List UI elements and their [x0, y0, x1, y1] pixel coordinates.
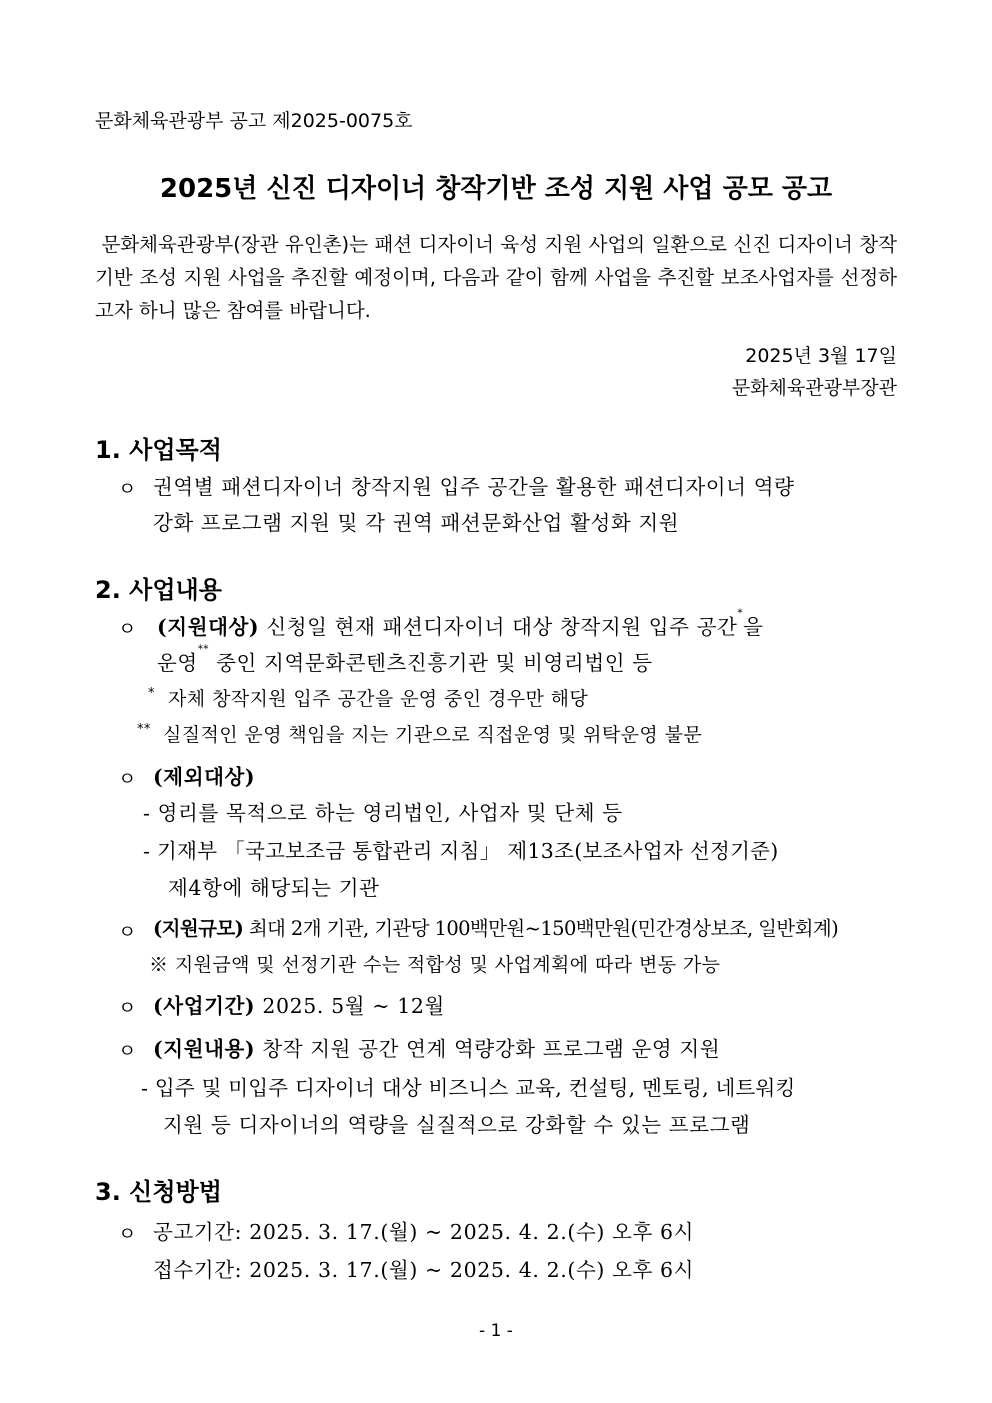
footnote-1: 자체 창작지원 입주 공간을 운영 중인 경우만 해당: [168, 688, 589, 710]
section-heading-application: 3. 신청방법: [95, 1178, 222, 1206]
footnote-2-mark: **: [137, 722, 151, 737]
period-text: 2025. 5월 ~ 12월: [262, 994, 445, 1018]
scale-line: [153, 913, 838, 941]
content-text: 창작 지원 공간 연계 역량강화 프로그램 운영 지원: [262, 1037, 721, 1061]
scale-note: ※ 지원금액 및 선정기관 수는 적합성 및 사업계획에 따라 변동 가능: [149, 954, 721, 976]
intro-paragraph: [95, 228, 897, 327]
content-item-1: - 입주 및 미입주 디자이너 대상 비즈니스 교육, 컨설팅, 멘토링, 네트워킹: [141, 1076, 796, 1100]
footnote-mark-2: **: [197, 644, 210, 655]
bullet-icon: ㅇ: [118, 1040, 137, 1062]
content-line: [153, 1032, 720, 1062]
exclude-item-2: - 기재부 「국고보조금 통합관리 지침」 제13조(보조사업자 선정기준): [143, 839, 779, 863]
content-item-1-cont: 지원 등 디자이너의 역량을 실질적으로 강화할 수 있는 프로그램: [163, 1113, 751, 1137]
purpose-line-2: 강화 프로그램 지원 및 각 권역 패션문화산업 활성화 지원: [153, 511, 680, 535]
notice-number: 문화체육관광부 공고 제2025-0075호: [95, 110, 413, 132]
page-number: - 1 -: [479, 1321, 513, 1341]
target-text-1a: 신청일 현재 패션디자이너 대상 창작지원 입주 공간: [266, 615, 738, 639]
bullet-icon: ㅇ: [118, 478, 137, 500]
bullet-icon: ㅇ: [118, 768, 137, 790]
exclude-label: (제외대상): [153, 765, 256, 789]
bullet-icon: ㅇ: [118, 618, 137, 640]
target-text-2b: 중인 지역문화콘텐츠진흥기관 및 비영리법인 등: [209, 651, 653, 675]
exclude-item-2-cont: 제4항에 해당되는 기관: [168, 876, 380, 900]
footnote-1-mark: *: [148, 686, 155, 701]
bullet-icon: ㅇ: [118, 997, 137, 1019]
content-label: (지원내용): [153, 1037, 256, 1061]
purpose-line-1: 권역별 패션디자이너 창작지원 입주 공간을 활용한 패션디자이너 역량: [153, 475, 795, 499]
section-heading-content: 2. 사업내용: [95, 576, 222, 604]
footnote-2: 실질적인 운영 책임을 지는 기관으로 직접운영 및 위탁운영 불문: [163, 724, 703, 746]
target-text-2a: 운영: [157, 651, 198, 675]
footnote-mark-1: *: [737, 608, 744, 619]
target-line-1: [157, 610, 764, 640]
bullet-icon: ㅇ: [118, 921, 137, 943]
intro-text: 문화체육관광부(장관 유인촌)는 패션 디자이너 육성 지원 사업의 일환으로 신진 디자이너 창작기반 조성 지원 사업을 추진할 예정이며, 다음과 같이 함께 사업을 추진할 보조사업자를 선정하고자 하니 많은 참여를 바랍니다.: [95, 233, 897, 322]
target-text-1b: 을: [743, 615, 764, 639]
notice-period: 공고기간: 2025. 3. 17.(월) ~ 2025. 4. 2.(수) 오후 6시: [153, 1220, 695, 1244]
period-line: [153, 989, 445, 1019]
section-heading-purpose: 1. 사업목적: [95, 436, 222, 464]
application-period: 접수기간: 2025. 3. 17.(월) ~ 2025. 4. 2.(수) 오후 6시: [153, 1258, 695, 1282]
target-label: (지원대상): [157, 615, 260, 639]
issuer: 문화체육관광부장관: [731, 377, 897, 399]
exclude-item-1: - 영리를 목적으로 하는 영리법인, 사업자 및 단체 등: [143, 801, 623, 825]
page-title: 2025년 신진 디자이너 창작기반 조성 지원 사업 공모 공고: [159, 174, 833, 204]
bullet-icon: ㅇ: [118, 1223, 137, 1245]
scale-text: 최대 2개 기관, 기관당 100백만원~150백만원(민간경상보조, 일반회계): [248, 917, 839, 940]
scale-label: (지원규모): [153, 917, 244, 940]
announcement-date: 2025년 3월 17일: [745, 345, 897, 367]
period-label: (사업기간): [153, 994, 256, 1018]
target-line-2: [157, 646, 653, 676]
